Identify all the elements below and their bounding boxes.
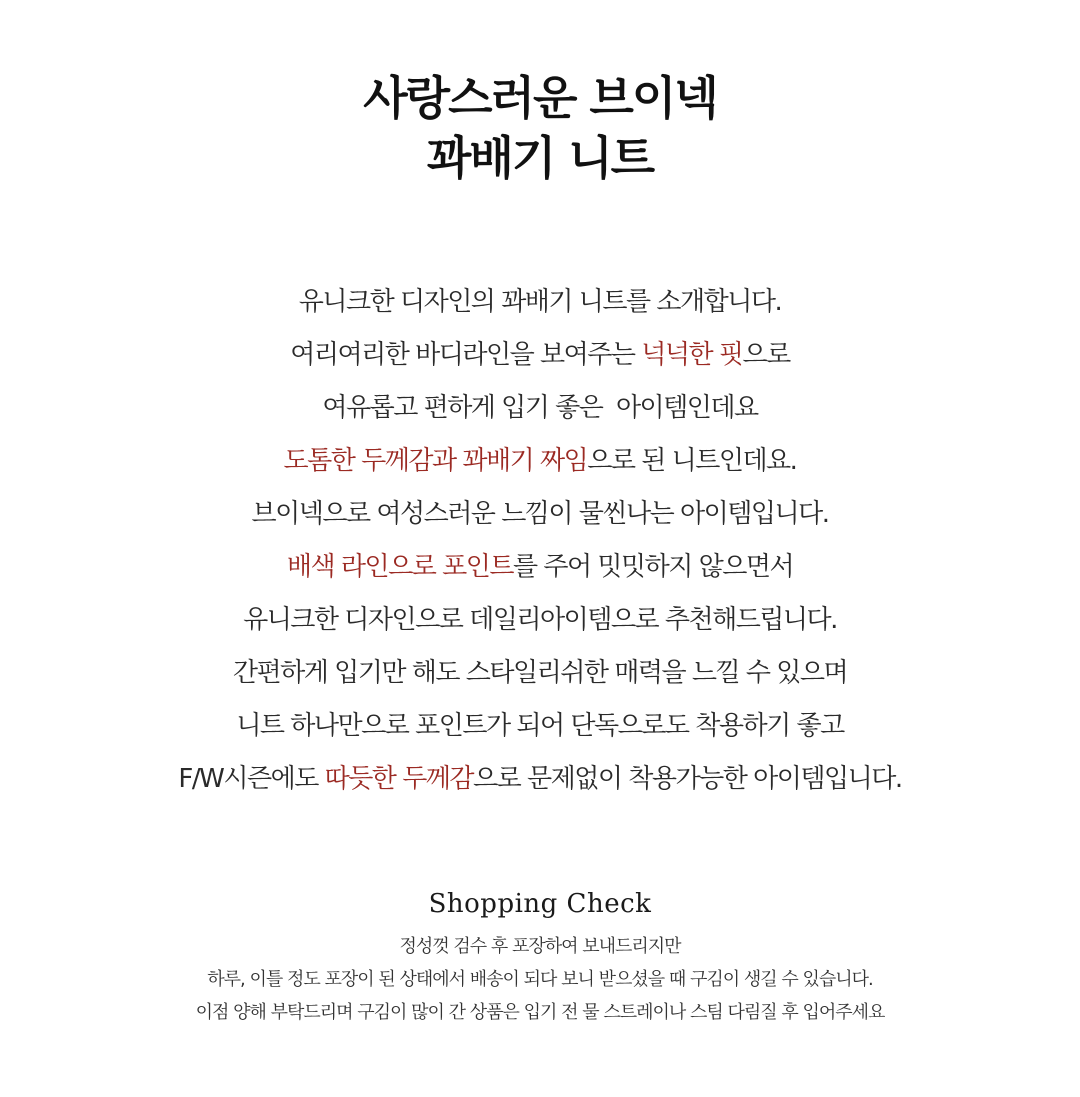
description-text: 여유롭고 편하게 입기 좋은 아이템인데요 bbox=[322, 393, 758, 423]
notice-line: 이점 양해 부탁드리며 구김이 많이 간 상품은 입기 전 물 스트레이나 스팀 다림질 후 입어주세요 bbox=[195, 1002, 885, 1023]
description-text: 으로 bbox=[742, 340, 790, 370]
description-text: 니트 하나만으로 포인트가 되어 단독으로도 착용하기 좋고 bbox=[236, 711, 844, 741]
description-line bbox=[0, 276, 1080, 329]
description-text: 유니크한 디자인으로 데일리아이템으로 추천해드립니다. bbox=[243, 605, 837, 635]
notice-line: 하루, 이틀 정도 포장이 된 상태에서 배송이 되다 보니 받으셨을 때 구김이 생길 수 있습니다. bbox=[207, 969, 873, 990]
description-line bbox=[0, 700, 1080, 753]
description-text: 여리여리한 바디라인을 보여주는 bbox=[290, 340, 642, 370]
highlight-text: 도톰한 두께감과 꽈배기 짜임 bbox=[283, 446, 588, 476]
product-description bbox=[0, 276, 1080, 806]
highlight-text: 배색 라인으로 포인트 bbox=[286, 552, 513, 582]
description-line bbox=[0, 647, 1080, 700]
description-text: 으로 문제없이 착용가능한 아이템입니다. bbox=[473, 764, 902, 794]
description-line bbox=[0, 541, 1080, 594]
description-text: 유니크한 디자인의 꽈배기 니트를 소개합니다. bbox=[298, 287, 782, 317]
description-line bbox=[0, 594, 1080, 647]
description-text: 를 주어 밋밋하지 않으면서 bbox=[513, 552, 794, 582]
shopping-check-notice bbox=[0, 930, 1080, 1029]
description-text: F/W시즌에도 bbox=[178, 764, 325, 794]
description-text: 으로 된 니트인데요. bbox=[587, 446, 797, 476]
description-line bbox=[0, 382, 1080, 435]
title-line-2: 꽈배기 니트 bbox=[426, 131, 654, 185]
description-text: 간편하게 입기만 해도 스타일리쉬한 매력을 느낄 수 있으며 bbox=[232, 658, 848, 688]
product-title bbox=[0, 68, 1080, 188]
description-line bbox=[0, 435, 1080, 488]
description-text: 브이넥으로 여성스러운 느낌이 물씬나는 아이템입니다. bbox=[251, 499, 829, 529]
highlight-text: 넉넉한 핏 bbox=[641, 340, 743, 370]
description-line bbox=[0, 488, 1080, 541]
description-line bbox=[0, 329, 1080, 382]
description-line bbox=[0, 753, 1080, 806]
title-line-1: 사랑스러운 브이넥 bbox=[363, 71, 717, 125]
shopping-check-heading: Shopping Check bbox=[428, 889, 652, 919]
highlight-text: 따듯한 두께감 bbox=[324, 764, 474, 794]
notice-line: 정성껏 검수 후 포장하여 보내드리지만 bbox=[399, 936, 681, 957]
